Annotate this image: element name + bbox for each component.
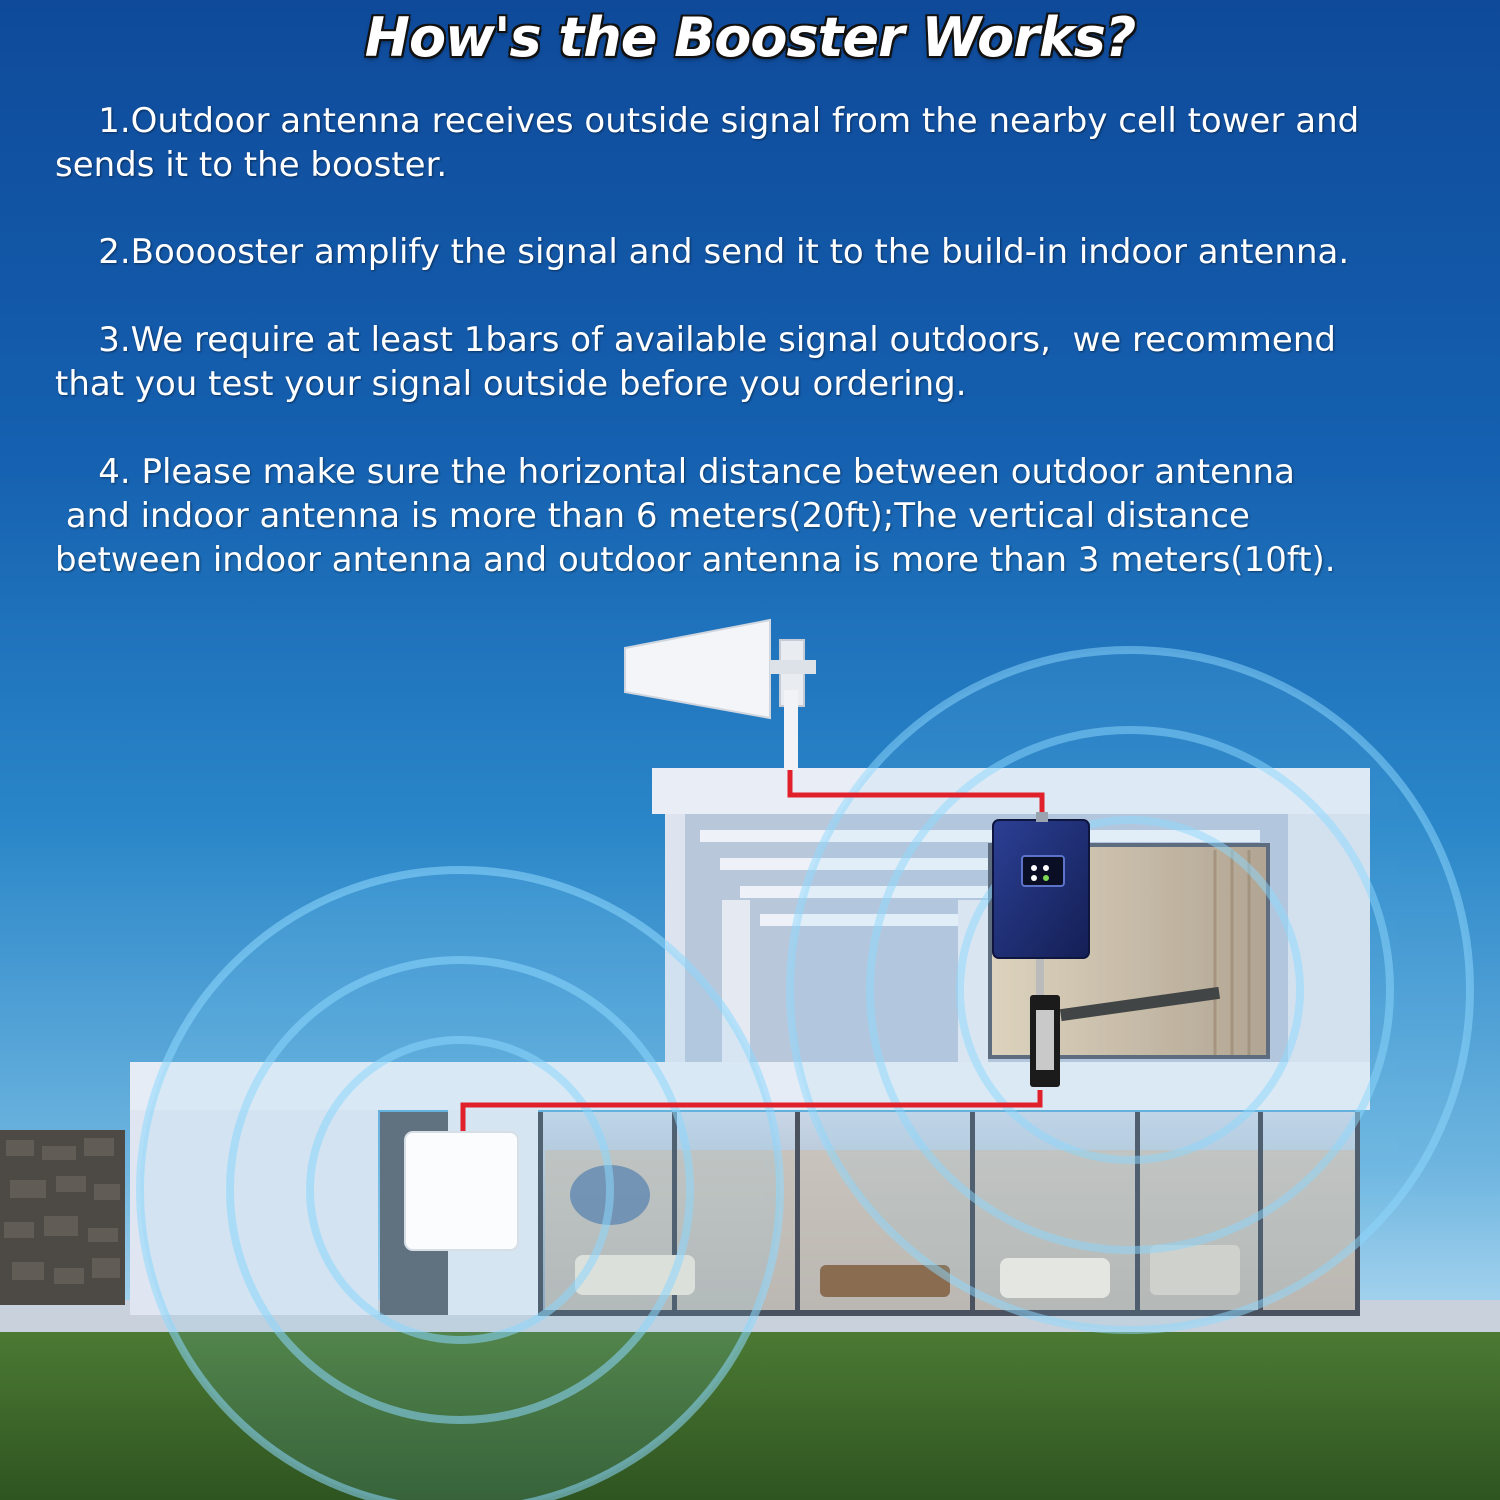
booster-device-icon [993, 812, 1089, 958]
signal-waves-upper-fill [790, 650, 1470, 1330]
splitter-icon [1030, 995, 1060, 1087]
step-3-text: 3.We require at least 1bars of available signal outdoors, we recommend that you test your signal outside before you ordering. [55, 320, 1336, 404]
page-title: How's the Booster Works? [364, 6, 1136, 69]
step-4-text: 4. Please make sure the horizontal distance between outdoor antenna and indoor antenna is more than 6 meters(20ft);The vertical distance between indoor antenna and outdoor antenna is more than 3 meters(10ft). [55, 452, 1336, 580]
step-2-text: 2.Booooster amplify the signal and send it to the build-in indoor antenna. [55, 232, 1350, 272]
indoor-antenna-icon [405, 1132, 518, 1250]
step-1-text: 1.Outdoor antenna receives outside signal from the nearby cell tower and sends it to the booster. [55, 101, 1360, 185]
outdoor-antenna-icon [625, 620, 816, 770]
